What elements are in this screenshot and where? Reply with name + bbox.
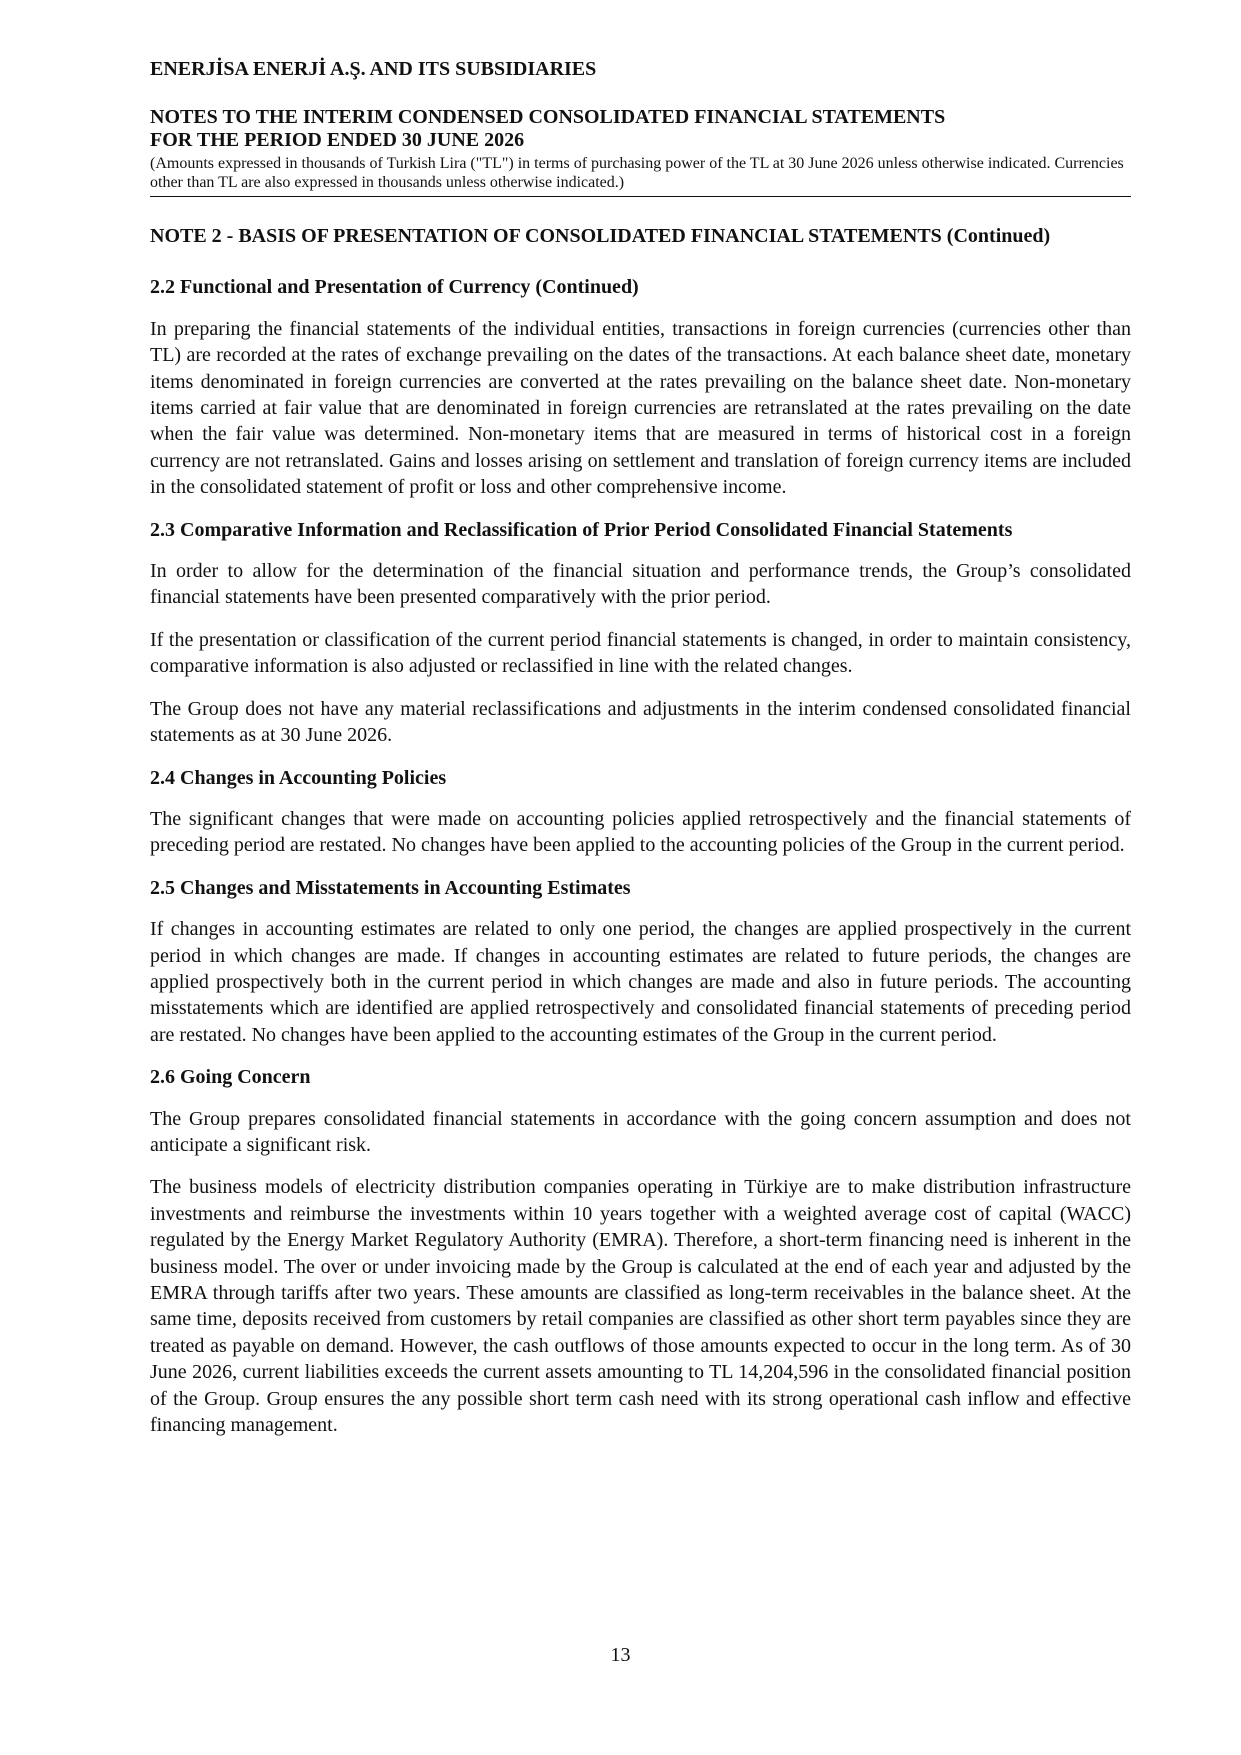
company-name: ENERJİSA ENERJİ A.Ş. AND ITS SUBSIDIARIES xyxy=(150,58,597,80)
page-number: 13 xyxy=(610,1644,631,1666)
note-title: NOTE 2 - BASIS OF PRESENTATION OF CONSOLIDATED FINANCIAL STATEMENTS (Continued) xyxy=(150,225,1051,248)
section-heading-2-5: 2.5 Changes and Misstatements in Accounting Estimates xyxy=(150,876,631,899)
paragraph-2-4-1: The significant changes that were made on accounting policies applied retrospectively and the financial statements of preceding period are restated. No changes have been applied to the accounting policies of the Group in the current period. xyxy=(150,807,1131,857)
paragraph-2-6-2: The business models of electricity distribution companies operating in Türkiye are to make distribution infrastructure investments and reimburse the investments within 10 years together with a weighted average cost of capital (WACC) regulated by the Energy Market Regulatory Authority (EMRA). Therefore, a short-term financing need is inherent in the business model. The over or under invoicing made by the Group is calculated at the end of each year and adjusted by the EMRA through tariffs after two years. These amounts are classified as long-term receivables in the balance sheet. At the same time, deposits received from customers by retail companies are classified as other short term payables since they are treated as payable on demand. However, the cash outflows of those amounts expected to occur in the long term. As of 30 June 2026, current liabilities exceeds the current assets amounting to TL 14,204,596 in the consolidated financial position of the Group. Group ensures the any possible short term cash need with its strong operational cash inflow and effective financing management. xyxy=(150,1176,1131,1437)
notes-title-line2: FOR THE PERIOD ENDED 30 JUNE 2026 xyxy=(150,129,525,152)
paragraph-2-5-1: If changes in accounting estimates are related to only one period, the changes are applied prospectively in the current period in which changes are made. If changes in accounting estimates are related to future periods, the changes are applied prospectively both in the current period in which changes are made and also in future periods. The accounting misstatements which are identified are applied retrospectively and consolidated financial statements of preceding period are restated. No changes have been applied to the accounting estimates of the Group in the current period. xyxy=(150,918,1131,1046)
notes-title-line1: NOTES TO THE INTERIM CONDENSED CONSOLIDATED FINANCIAL STATEMENTS xyxy=(150,106,946,129)
paragraph-2-6-1: The Group prepares consolidated financial statements in accordance with the going concern assumption and does not anticipate a significant risk. xyxy=(150,1107,1131,1156)
section-heading-2-2: 2.2 Functional and Presentation of Currency (Continued) xyxy=(150,276,639,299)
paragraph-2-3-2: If the presentation or classification of the current period financial statements is changed, in order to maintain consistency, comparative information is also adjusted or reclassified in line with the related changes. xyxy=(150,628,1131,678)
section-heading-2-4: 2.4 Changes in Accounting Policies xyxy=(150,766,447,789)
paragraph-2-3-1: In order to allow for the determination of the financial situation and performance trends, the Group’s consolidated financial statements have been presented comparatively with the prior period. xyxy=(150,560,1131,609)
amounts-note: (Amounts expressed in thousands of Turkish Lira ("TL") in terms of purchasing power of the TL at 30 June 2026 unless otherwise indicated. Currencies other than TL are also expressed in thousands unless otherwise indicated.) xyxy=(150,154,1131,197)
paragraph-2-2-1: In preparing the financial statements of the individual entities, transactions in foreign currencies (currencies other than TL) are recorded at the rates of exchange prevailing on the dates of the transactions. At each balance sheet date, monetary items denominated in foreign currencies are converted at the rates prevailing on the balance sheet date. Non-monetary items carried at fair value that are denominated in foreign currencies are retranslated at the rates prevailing on the date when the fair value was determined. Non-monetary items that are measured in terms of historical cost in a foreign currency are not retranslated. Gains and losses arising on settlement and translation of foreign currency items are included in the consolidated statement of profit or loss and other comprehensive income. xyxy=(150,317,1131,499)
section-heading-2-6: 2.6 Going Concern xyxy=(150,1066,311,1089)
document-page xyxy=(150,56,1131,1454)
section-heading-2-3: 2.3 Comparative Information and Reclassification of Prior Period Consolidated Financial Statements xyxy=(150,518,1013,541)
paragraph-2-3-3: The Group does not have any material reclassifications and adjustments in the interim condensed consolidated financial statements as at 30 June 2026. xyxy=(150,697,1131,747)
